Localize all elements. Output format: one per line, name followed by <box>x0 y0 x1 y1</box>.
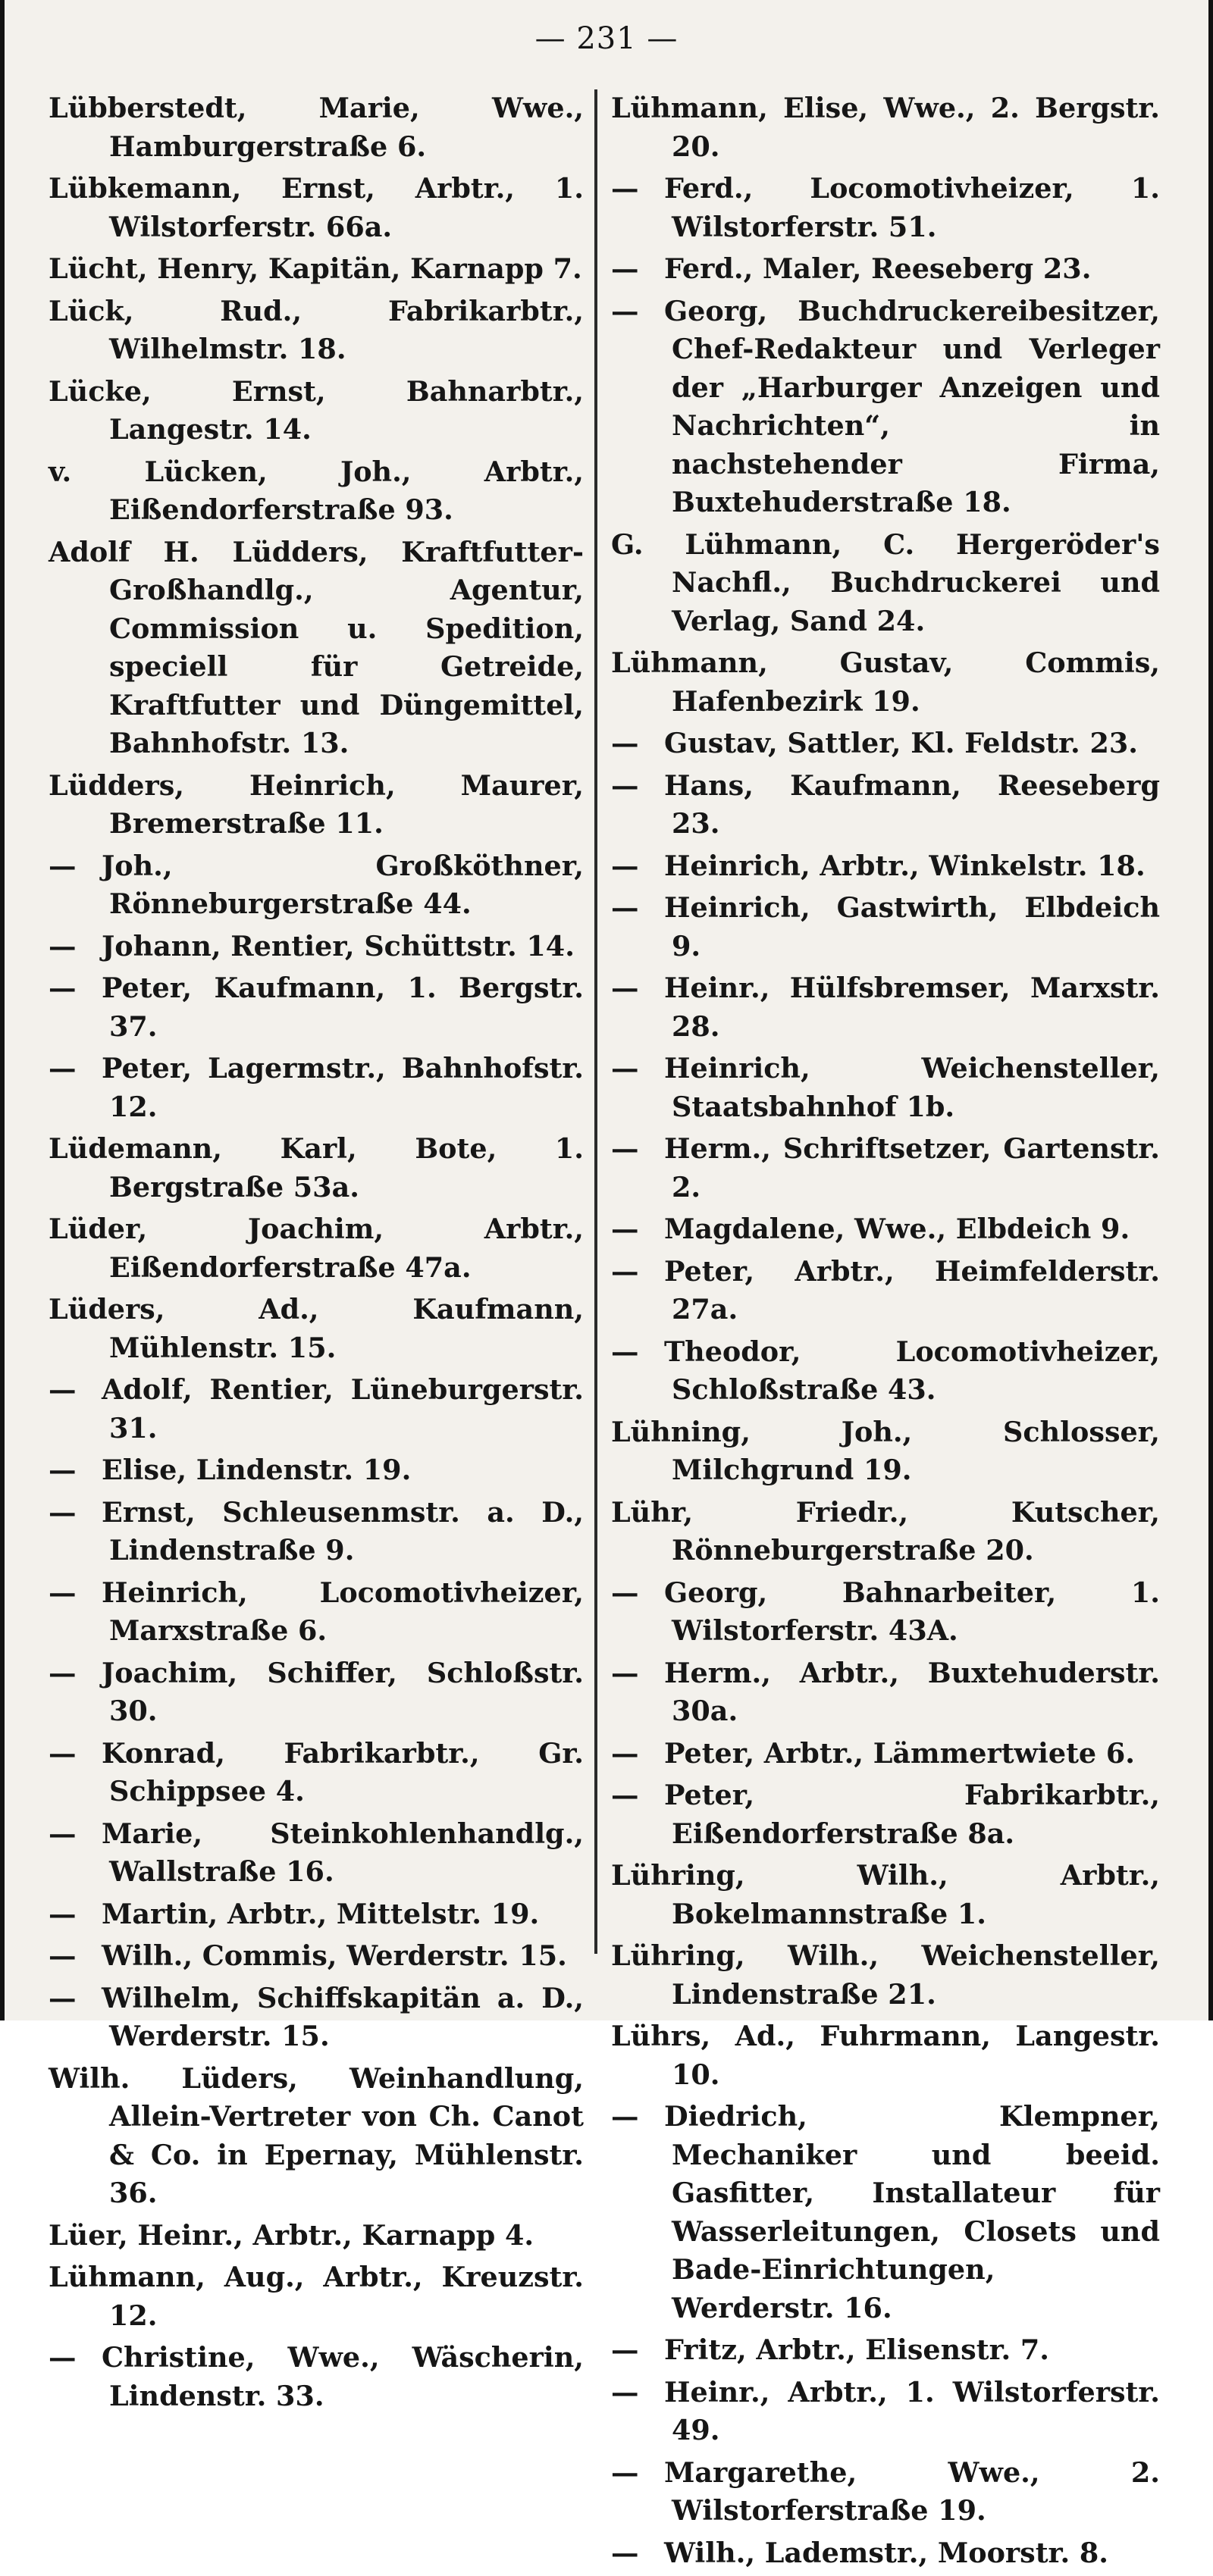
directory-entry <box>611 1574 1160 1651</box>
directory-entry <box>611 1776 1160 1853</box>
directory-entry <box>49 89 584 166</box>
repeat-dash: — <box>611 294 639 327</box>
entry-text: Lühmann, Aug., Arbtr., Kreuzstr. 12. <box>49 2261 584 2332</box>
repeat-dash: — <box>49 1736 77 1770</box>
repeat-dash: — <box>611 1779 639 1811</box>
directory-entry <box>49 170 584 246</box>
entry-text: Joh., Großköthner, Rönneburgerstraße 44. <box>102 849 584 920</box>
column-divider <box>594 89 597 1954</box>
directory-entry <box>49 1210 584 1287</box>
directory-entry <box>611 847 1160 886</box>
repeat-dash: — <box>611 1254 639 1288</box>
entry-text: Diedrich, Klempner, Mechaniker und beeid. Gasfitter, Installateur für Wasserleitungen, Closets und Bade-Einrichtungen, Werderstr. 16. <box>664 2100 1160 2324</box>
entry-text: Heinrich, Locomotivheizer, Marxstraße 6. <box>102 1576 584 1647</box>
directory-entry <box>49 250 584 289</box>
entry-text: Adolf H. Lüdders, Kraftfutter-Großhandlg., Agentur, Commission u. Spedition, speciell für Getreide, Kraftfutter und Düngemittel, Bahnhofstr. 13. <box>49 535 584 759</box>
entry-text: Lücht, Henry, Kapitän, Karnapp 7. <box>49 252 582 285</box>
entry-text: Heinr., Arbtr., 1. Wilstorferstr. 49. <box>664 2375 1160 2446</box>
directory-entry <box>49 767 584 844</box>
entry-text: Lübkemann, Ernst, Arbtr., 1. Wilstorferstr. 66a. <box>49 172 584 243</box>
entry-text: Lüders, Ad., Kaufmann, Mühlenstr. 15. <box>49 1293 584 1364</box>
repeat-dash: — <box>611 1576 639 1609</box>
entry-text: Magdalene, Wwe., Elbdeich 9. <box>664 1213 1130 1245</box>
directory-entry <box>611 293 1160 522</box>
page-number: — 231 — <box>534 21 679 56</box>
repeat-dash: — <box>49 1897 77 1930</box>
entry-text: Lüer, Heinr., Arbtr., Karnapp 4. <box>49 2218 534 2252</box>
repeat-dash: — <box>49 1656 77 1689</box>
directory-entry <box>611 2454 1160 2531</box>
repeat-dash: — <box>49 1817 77 1850</box>
directory-entry <box>49 2217 584 2255</box>
directory-entry <box>49 1654 584 1731</box>
entry-text: Lührs, Ad., Fuhrmann, Langestr. 10. <box>611 2020 1160 2091</box>
directory-entry <box>611 2374 1160 2450</box>
entry-text: Herm., Arbtr., Buxtehuderstr. 30a. <box>664 1656 1160 1727</box>
repeat-dash: — <box>611 1656 639 1689</box>
entry-text: Lühmann, Elise, Wwe., 2. Bergstr. 20. <box>611 92 1160 163</box>
directory-entry <box>611 2017 1160 2094</box>
directory-entry <box>611 2534 1160 2573</box>
directory-entry <box>49 534 584 763</box>
directory-entry <box>611 89 1160 166</box>
directory-entry <box>49 453 584 530</box>
entry-text: Lühring, Wilh., Weichensteller, Lindenstraße 21. <box>611 1939 1160 2011</box>
repeat-dash: — <box>49 1981 77 2014</box>
repeat-dash: — <box>611 1335 639 1368</box>
left-column <box>49 89 584 2419</box>
entry-text: Peter, Kaufmann, 1. Bergstr. 37. <box>102 972 584 1043</box>
directory-entry <box>611 1130 1160 1207</box>
repeat-dash: — <box>611 891 639 924</box>
entry-text: Peter, Arbtr., Lämmertwiete 6. <box>664 1736 1135 1770</box>
directory-entry <box>611 1050 1160 1126</box>
directory-entry <box>49 1937 584 1976</box>
directory-entry <box>49 293 584 369</box>
directory-entry <box>611 2331 1160 2370</box>
repeat-dash: — <box>49 1454 77 1486</box>
entry-text: Georg, Buchdruckereibesitzer, Chef-Redakteur und Verleger der „Harburger Anzeigen und Nachrichten“, in nachstehender Firma, Buxtehuderstraße 18. <box>664 294 1160 518</box>
directory-entry <box>611 1937 1160 2014</box>
directory-entry <box>49 2339 584 2415</box>
directory-entry <box>611 1857 1160 1933</box>
directory-entry <box>611 170 1160 246</box>
repeat-dash: — <box>49 1373 77 1406</box>
entry-text: Lücke, Ernst, Bahnarbtr., Langestr. 14. <box>49 374 584 446</box>
directory-entry <box>611 1735 1160 1773</box>
directory-entry <box>611 969 1160 1046</box>
repeat-dash: — <box>611 2455 639 2489</box>
repeat-dash: — <box>611 2375 639 2409</box>
entry-text: Peter, Fabrikarbtr., Eißendorferstraße 8a. <box>664 1779 1160 1850</box>
directory-entry <box>49 2060 584 2213</box>
directory-entry <box>611 1413 1160 1490</box>
entry-text: Peter, Lagermstr., Bahnhofstr. 12. <box>102 1052 584 1123</box>
directory-entry <box>611 1494 1160 1570</box>
entry-text: v. Lücken, Joh., Arbtr., Eißendorferstraße 93. <box>49 455 584 526</box>
entry-text: Wilhelm, Schiffskapitän a. D., Werderstr. 15. <box>102 1981 584 2052</box>
repeat-dash: — <box>611 1132 639 1165</box>
repeat-dash: — <box>611 2333 639 2366</box>
entry-text: Theodor, Locomotivheizer, Schloßstraße 43. <box>664 1335 1160 1406</box>
directory-entry <box>611 725 1160 763</box>
repeat-dash: — <box>611 2536 639 2569</box>
entry-text: Wilh., Lademstr., Moorstr. 8. <box>664 2536 1108 2569</box>
repeat-dash: — <box>49 1495 77 1529</box>
directory-entry <box>611 1253 1160 1329</box>
repeat-dash: — <box>49 929 77 962</box>
directory-entry <box>49 1494 584 1570</box>
entry-text: Wilh. Lüders, Weinhandlung, Allein-Vertreter von Ch. Canot & Co. in Epernay, Mühlenstr. 36. <box>49 2061 584 2209</box>
directory-entry <box>49 928 584 966</box>
directory-entry <box>611 250 1160 289</box>
directory-entry <box>611 767 1160 844</box>
repeat-dash: — <box>49 1052 77 1085</box>
entry-text: Elise, Lindenstr. 19. <box>102 1454 412 1486</box>
entry-text: Joachim, Schiffer, Schloßstr. 30. <box>102 1656 584 1727</box>
entry-text: Ferd., Locomotivheizer, 1. Wilstorferstr. 51. <box>664 172 1160 243</box>
entry-text: Ferd., Maler, Reeseberg 23. <box>664 252 1092 285</box>
entry-text: Konrad, Fabrikarbtr., Gr. Schippsee 4. <box>102 1736 584 1808</box>
entry-text: Martin, Arbtr., Mittelstr. 19. <box>102 1897 540 1930</box>
directory-entry <box>611 526 1160 641</box>
entry-text: Marie, Steinkohlenhandlg., Wallstraße 16. <box>102 1817 584 1888</box>
directory-entry <box>49 1980 584 2056</box>
directory-entry <box>611 889 1160 966</box>
directory-entry <box>49 1451 584 1490</box>
entry-text: Heinrich, Gastwirth, Elbdeich 9. <box>664 891 1160 962</box>
repeat-dash: — <box>611 768 639 802</box>
directory-entry <box>49 969 584 1046</box>
directory-entry <box>611 1654 1160 1731</box>
entry-text: Fritz, Arbtr., Elisenstr. 7. <box>664 2333 1049 2366</box>
entry-text: Herm., Schriftsetzer, Gartenstr. 2. <box>664 1132 1160 1203</box>
directory-entry <box>49 373 584 449</box>
entry-text: Wilh., Commis, Werderstr. 15. <box>102 1939 567 1972</box>
directory-entry <box>49 1735 584 1811</box>
entry-text: Heinr., Hülfsbremser, Marxstr. 28. <box>664 972 1160 1043</box>
entry-text: Lübberstedt, Marie, Wwe., Hamburgerstraße 6. <box>49 92 584 163</box>
directory-entry <box>49 1050 584 1126</box>
directory-entry <box>49 1291 584 1367</box>
directory-entry <box>49 1130 584 1207</box>
repeat-dash: — <box>611 252 639 285</box>
entry-text: Ernst, Schleusenmstr. a. D., Lindenstraße 9. <box>102 1495 584 1567</box>
entry-text: Lüder, Joachim, Arbtr., Eißendorferstraße 47a. <box>49 1213 584 1284</box>
entry-text: Georg, Bahnarbeiter, 1. Wilstorferstr. 43A. <box>664 1576 1160 1647</box>
repeat-dash: — <box>611 972 639 1004</box>
repeat-dash: — <box>611 1213 639 1245</box>
directory-entry <box>49 1895 584 1934</box>
entry-text: Lühning, Joh., Schlosser, Milchgrund 19. <box>611 1415 1160 1486</box>
entry-text: Christine, Wwe., Wäscherin, Lindenstr. 33. <box>102 2341 584 2412</box>
repeat-dash: — <box>49 972 77 1004</box>
repeat-dash: — <box>611 1052 639 1085</box>
directory-entry <box>49 1371 584 1448</box>
directory-entry <box>49 1574 584 1651</box>
entry-text: Lüdders, Heinrich, Maurer, Bremerstraße 11. <box>49 768 584 840</box>
directory-entry <box>49 2258 584 2335</box>
repeat-dash: — <box>611 849 639 882</box>
directory-entry <box>49 847 584 924</box>
entry-text: G. Lühmann, C. Hergeröder's Nachfl., Buchdruckerei und Verlag, Sand 24. <box>611 527 1160 637</box>
repeat-dash: — <box>611 1736 639 1770</box>
entry-text: Lühr, Friedr., Kutscher, Rönneburgerstraße 20. <box>611 1495 1160 1567</box>
directory-entry <box>611 2098 1160 2327</box>
entry-text: Adolf, Rentier, Lüneburgerstr. 31. <box>102 1373 584 1445</box>
repeat-dash: — <box>49 1576 77 1609</box>
entry-text: Lück, Rud., Fabrikarbtr., Wilhelmstr. 18. <box>49 294 584 365</box>
directory-entry <box>611 1210 1160 1249</box>
entry-text: Heinrich, Weichensteller, Staatsbahnhof 1b. <box>664 1052 1160 1123</box>
entry-text: Johann, Rentier, Schüttstr. 14. <box>102 929 575 962</box>
entry-text: Lühring, Wilh., Arbtr., Bokelmannstraße 1. <box>611 1859 1160 1930</box>
repeat-dash: — <box>611 2100 639 2133</box>
entry-text: Heinrich, Arbtr., Winkelstr. 18. <box>664 849 1146 882</box>
directory-entry <box>611 644 1160 721</box>
repeat-dash: — <box>611 172 639 205</box>
entry-text: Margarethe, Wwe., 2. Wilstorferstraße 19. <box>664 2455 1160 2527</box>
entry-text: Hans, Kaufmann, Reeseberg 23. <box>664 768 1160 840</box>
repeat-dash: — <box>49 1939 77 1972</box>
directory-entry <box>611 1333 1160 1410</box>
right-column <box>611 89 1160 2576</box>
repeat-dash: — <box>611 727 639 759</box>
entry-text: Lüdemann, Karl, Bote, 1. Bergstraße 53a. <box>49 1132 584 1203</box>
directory-entry <box>49 1815 584 1892</box>
repeat-dash: — <box>49 849 77 882</box>
entry-text: Lühmann, Gustav, Commis, Hafenbezirk 19. <box>611 646 1160 718</box>
entry-text: Peter, Arbtr., Heimfelderstr. 27a. <box>664 1254 1160 1326</box>
repeat-dash: — <box>49 2341 77 2374</box>
entry-text: Gustav, Sattler, Kl. Feldstr. 23. <box>664 727 1138 759</box>
